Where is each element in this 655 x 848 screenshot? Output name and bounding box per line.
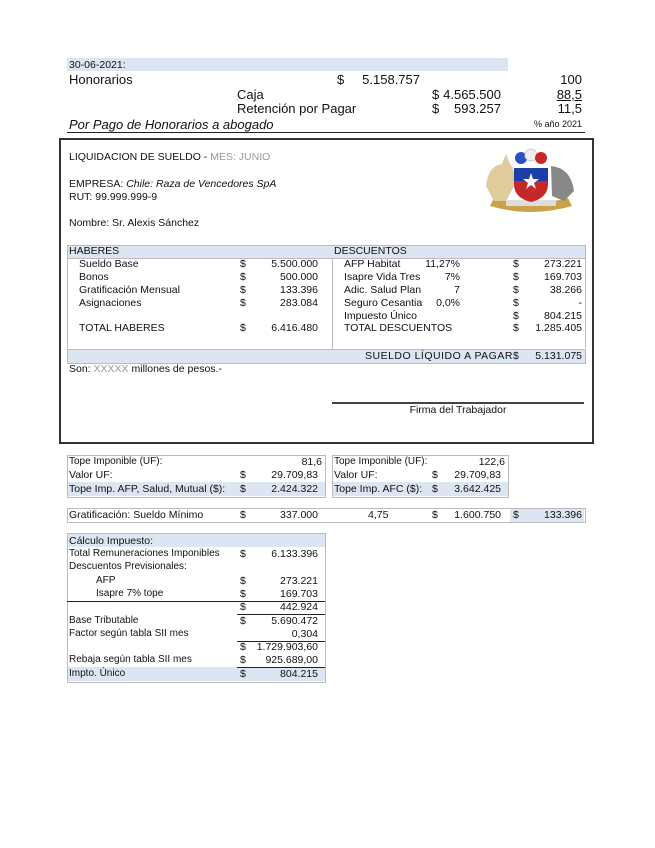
haber-currency: $ xyxy=(240,271,246,283)
caja-currency: $ xyxy=(432,87,440,102)
impuesto-row-value: 169.703 xyxy=(280,587,318,600)
tope-left-label: Tope Imponible (UF): xyxy=(69,456,163,467)
impuesto-row-label: AFP xyxy=(96,574,116,586)
imp-right-currency: $ xyxy=(432,483,438,495)
total-haberes-currency: $ xyxy=(240,322,246,334)
liquido-label: SUELDO LÍQUIDO A PAGAR xyxy=(365,350,513,362)
date-header-bar xyxy=(67,58,508,71)
table-body xyxy=(67,258,586,348)
chile-coat-of-arms-icon xyxy=(476,146,586,216)
tope-right-label: Tope Imponible (UF): xyxy=(334,456,428,467)
descuento-value: 273.221 xyxy=(544,258,582,270)
retencion-label: Retención por Pagar xyxy=(237,101,357,116)
impuesto-row-value: 273.221 xyxy=(280,574,318,587)
descuento-label: AFP Habitat xyxy=(344,258,401,270)
descuento-value: - xyxy=(578,297,582,309)
date: 30-06-2021: xyxy=(69,59,126,71)
total-haberes-label: TOTAL HABERES xyxy=(79,322,165,334)
descuento-label: Adic. Salud Plan xyxy=(344,284,422,296)
impuesto-row-currency: $ xyxy=(240,667,246,680)
honorarios-label: Honorarios xyxy=(69,72,133,87)
haberes-header: HABERES xyxy=(69,245,120,257)
gratificacion-cur1: $ xyxy=(240,509,246,521)
glosa: Por Pago de Honorarios a abogado xyxy=(69,117,274,132)
impuesto-row-label: Base Tributable xyxy=(69,614,139,626)
imp-left-currency: $ xyxy=(240,483,246,495)
descuento-currency: $ xyxy=(513,297,519,309)
divider xyxy=(67,132,585,133)
total-descuentos-label: TOTAL DESCUENTOS xyxy=(344,322,453,334)
tope-right-value: 122,6 xyxy=(478,456,505,468)
retencion-value: 593.257 xyxy=(454,101,501,116)
uf-right-label: Valor UF: xyxy=(334,469,378,481)
uf-right-value: 29.709,83 xyxy=(454,469,501,481)
descuento-rate: 7 xyxy=(454,284,460,296)
haber-value: 133.396 xyxy=(280,284,318,296)
imp-left-label: Tope Imp. AFP, Salud, Mutual ($): xyxy=(69,483,226,495)
caja-pct: 88,5 xyxy=(556,87,582,102)
haber-value: 283.084 xyxy=(280,297,318,309)
descuento-rate: 11,27% xyxy=(425,258,460,270)
retencion-pct: 11,5 xyxy=(557,101,582,116)
caja-value: 4.565.500 xyxy=(443,87,501,102)
liquido-value: 5.131.075 xyxy=(535,350,582,362)
haber-label: Bonos xyxy=(79,271,109,283)
uf-left-label: Valor UF: xyxy=(69,469,113,481)
haber-value: 500.000 xyxy=(280,271,318,283)
uf-left-value: 29.709,83 xyxy=(271,469,318,481)
honorarios-pct: 100 xyxy=(560,72,582,87)
retencion-currency: $ xyxy=(432,101,440,116)
descuento-value: 169.703 xyxy=(544,271,582,283)
gratificacion-cur3: $ xyxy=(513,509,519,521)
haber-currency: $ xyxy=(240,297,246,309)
impuesto-title: Cálculo Impuesto: xyxy=(69,535,154,547)
mes: MES: JUNIO xyxy=(210,151,271,163)
descuento-currency: $ xyxy=(513,310,519,322)
impuesto-row-label: Impto. Único xyxy=(69,667,126,679)
column-divider xyxy=(332,258,333,349)
haber-label: Gratificación Mensual xyxy=(79,284,180,296)
descuento-currency: $ xyxy=(513,284,519,296)
impuesto-row-currency: $ xyxy=(240,574,246,587)
haber-label: Asignaciones xyxy=(79,297,142,309)
impuesto-row-value: 925.689,00 xyxy=(265,654,318,667)
rut: RUT: 99.999.999-9 xyxy=(69,191,158,203)
imp-right-value: 3.642.425 xyxy=(454,483,501,495)
descuento-value: 804.215 xyxy=(544,310,582,322)
impuesto-row-currency: $ xyxy=(240,614,246,627)
liquido-currency: $ xyxy=(513,350,519,362)
pct-year-label: % año 2021 xyxy=(533,119,582,129)
impuesto-row-currency: $ xyxy=(240,641,246,654)
imp-left-value: 2.424.322 xyxy=(271,483,318,495)
gratificacion-label: Gratificación: Sueldo Mínimo xyxy=(69,509,204,521)
haber-value: 5.500.000 xyxy=(271,258,318,270)
table-header-row xyxy=(67,245,586,259)
impuesto-row-value: 442.924 xyxy=(280,601,318,614)
empresa: EMPRESA: Chile: Raza de Vencedores SpA xyxy=(69,178,277,190)
impuesto-row-currency: $ xyxy=(240,587,246,600)
descuento-rate: 0,0% xyxy=(436,297,460,309)
total-descuentos-currency: $ xyxy=(513,322,519,334)
impuesto-row-value: 1.729.903,60 xyxy=(256,641,318,654)
impuesto-row-value: 0,304 xyxy=(291,627,318,640)
descuento-label: Impuesto Único xyxy=(344,310,417,322)
impuesto-row-label: Factor según tabla SII mes xyxy=(69,627,189,639)
impuesto-row-label: Rebaja según tabla SII mes xyxy=(69,654,192,666)
descuento-rate: 7% xyxy=(444,271,460,283)
impuesto-row-currency: $ xyxy=(240,601,246,614)
tope-left-value: 81,6 xyxy=(301,456,322,468)
descuento-label: Seguro Cesantia xyxy=(344,297,423,309)
descuento-currency: $ xyxy=(513,258,519,270)
impuesto-row-currency: $ xyxy=(240,654,246,667)
impuesto-row-label: Descuentos Previsionales: xyxy=(69,561,187,573)
uf-left-currency: $ xyxy=(240,469,246,481)
imp-right-label: Tope Imp. AFC ($): xyxy=(334,483,423,495)
impuesto-row-label: Total Remuneraciones Imponibles xyxy=(69,548,220,559)
liquidacion-title: LIQUIDACION DE SUELDO - MES: JUNIO xyxy=(69,151,271,163)
gratificacion-factor: 4,75 xyxy=(368,509,389,521)
haber-currency: $ xyxy=(240,258,246,270)
impuesto-row-value: 804.215 xyxy=(280,667,318,680)
haber-currency: $ xyxy=(240,284,246,296)
impuesto-row-label: Isapre 7% tope xyxy=(96,587,164,599)
impuesto-row-value: 5.690.472 xyxy=(271,614,318,627)
total-descuentos-value: 1.285.405 xyxy=(535,322,582,334)
son-text: Son: XXXXX millones de pesos.- xyxy=(69,363,222,375)
haber-label: Sueldo Base xyxy=(79,258,139,270)
honorarios-value: 5.158.757 xyxy=(362,72,420,87)
uf-right-currency: $ xyxy=(432,469,438,481)
descuentos-header: DESCUENTOS xyxy=(334,245,407,257)
total-haberes-value: 6.416.480 xyxy=(271,322,318,334)
descuento-value: 38.266 xyxy=(549,284,582,296)
honorarios-currency: $ xyxy=(337,72,345,87)
gratificacion-tope: 1.600.750 xyxy=(454,509,501,521)
nombre: Nombre: Sr. Alexis Sánchez xyxy=(69,217,200,229)
gratificacion-mensual: 133.396 xyxy=(544,509,582,521)
impuesto-row-value: 6.133.396 xyxy=(271,548,318,560)
descuento-label: Isapre Vida Tres xyxy=(344,271,421,283)
firma-label: Firma del Trabajador xyxy=(409,404,507,416)
descuento-currency: $ xyxy=(513,271,519,283)
caja-label: Caja xyxy=(237,87,264,102)
gratificacion-sueldo-minimo: 337.000 xyxy=(280,509,318,521)
impuesto-row-currency: $ xyxy=(240,548,246,560)
gratificacion-cur2: $ xyxy=(432,509,438,521)
